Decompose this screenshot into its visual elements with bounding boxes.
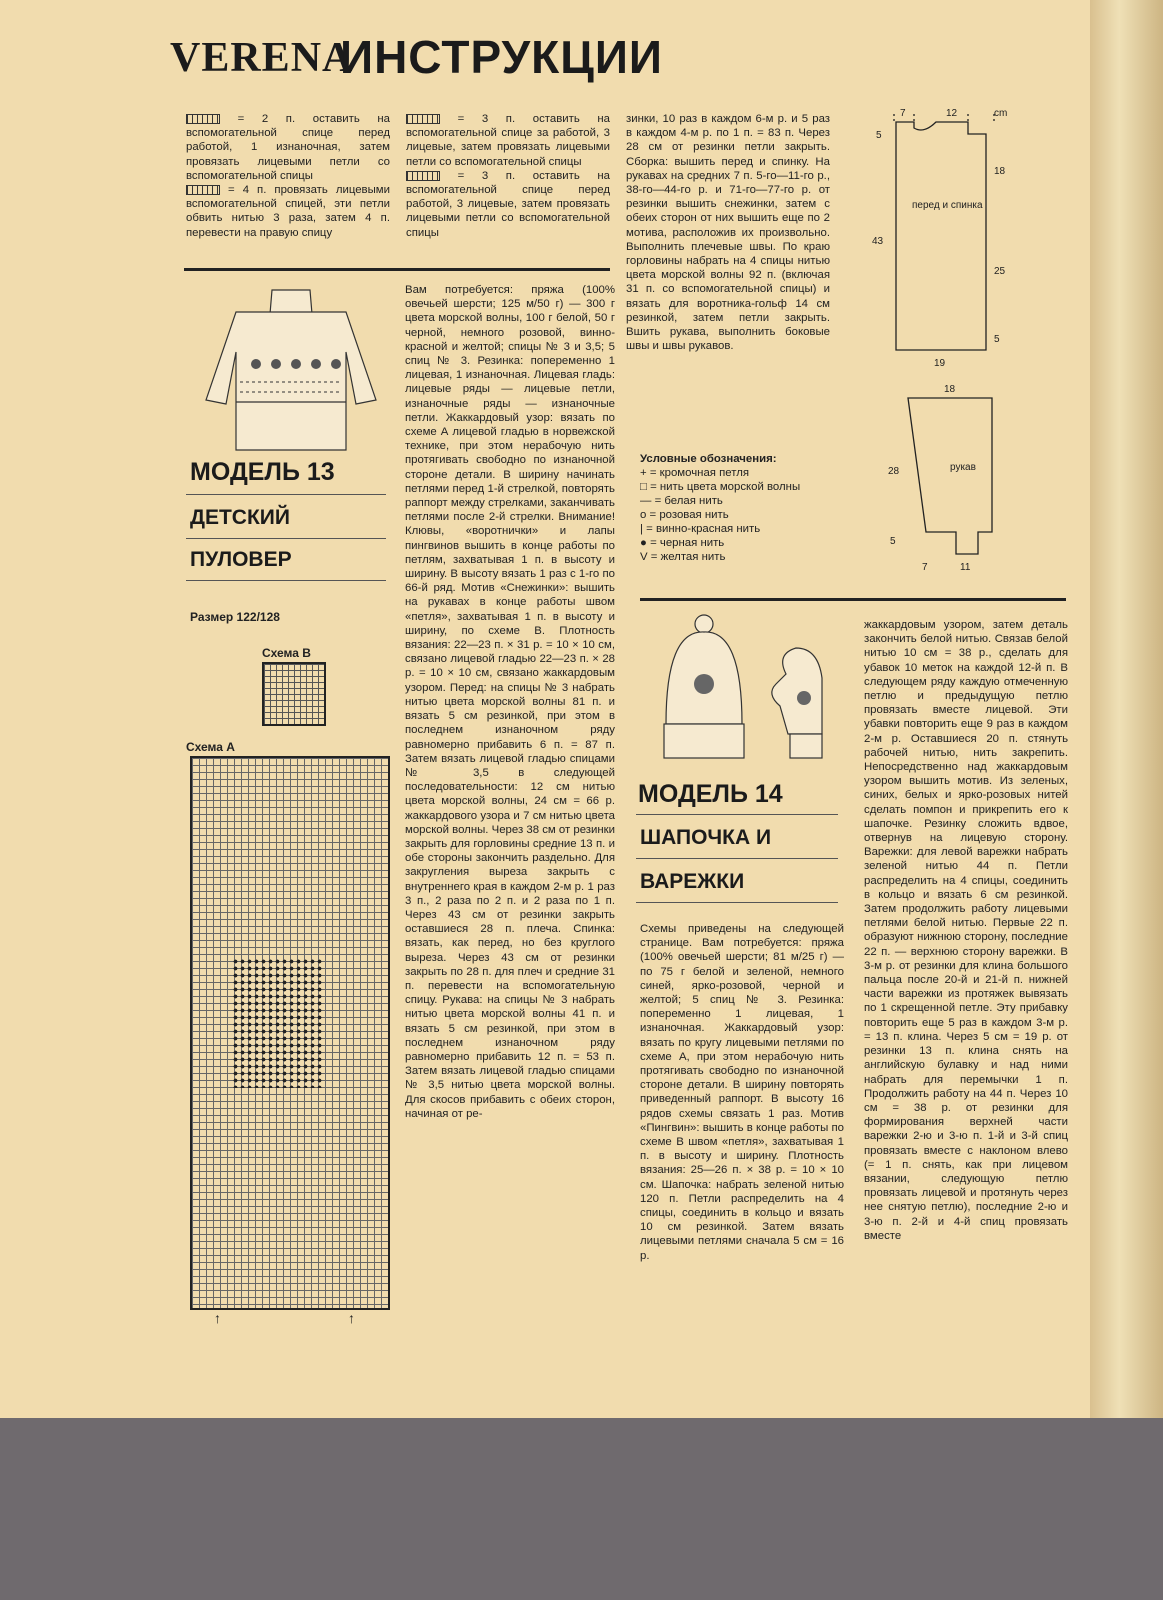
dim-rib: 5	[994, 334, 1000, 345]
note-2a: = 3 п. оставить на вспомогательной спице за работой, 3 лицевые, затем провязать лицевыми петли со вспомогательной спицы	[406, 113, 610, 168]
scheme-a-grid	[190, 756, 390, 1310]
dim-total-height: 43	[872, 236, 884, 247]
stitch-notes-col1	[186, 112, 390, 252]
heading-underline	[186, 580, 386, 581]
sleeve-label: рукав	[950, 462, 976, 473]
legend-item: o = розовая нить	[640, 509, 729, 521]
magazine-logo: VERENA	[170, 35, 354, 81]
cable-back-symbol-icon	[406, 114, 440, 124]
legend-item: + = кромочная петля	[640, 467, 750, 479]
dim-sleeve-top: 18	[944, 384, 956, 395]
legend	[640, 452, 800, 564]
dim-neck: 12	[946, 108, 958, 119]
model14-instructions: Схемы приведены на следующей странице. Вам потребуется: пряжа (100% овечьей шерсти; 81 м/25 г) — по 75 г белой и зеленой, немного синей, ярко-розовой, черной и желтой; 5 спиц № 3. Резинка: попеременно 1 лицевая, 1 изнаночная. Жаккардовый узор: вязать по кругу лицевыми петлями по схеме А, при этом нерабочую нить протягивать свободно по изнаночной стороне детали. В ширину повторять приведенный раппорт. В высоту 16 рядов схемы связать 1 раз. Мотив «Пингвин»: вышить в конце работы по схеме В швом «петля», захватывая 1 п. в высоту и ширину. Плотность вязания: 25—26 п. × 38 р. = 10 × 10 см. Шапочка: набрать зеленой нитью 120 п. Петли распределить на 4 спицы, соединить в кольцо и вязать 10 см резинкой. Затем вязать лицевыми петлями сначала 5 см = 16 р.	[640, 923, 844, 1262]
note-1a: = 2 п. оставить на вспомогательной спице перед работой, 1 изнаночная, затем провязать лицевыми петли со вспомогательной спицы	[186, 113, 390, 182]
legend-item: V = желтая нить	[640, 551, 726, 563]
scheme-b-label: Схема В	[262, 646, 311, 660]
heading-underline	[636, 858, 838, 859]
model13-line2: ПУЛОВЕР	[190, 548, 292, 571]
dim-unit-top: cm	[994, 108, 1008, 119]
model14-line2: ВАРЕЖКИ	[640, 870, 745, 893]
dim-sleeve-length: 28	[888, 466, 900, 477]
heading-underline	[636, 814, 838, 815]
front-back-label: перед и спинка	[912, 200, 983, 211]
model14-heading: МОДЕЛЬ 14	[638, 780, 783, 808]
section-divider	[184, 268, 610, 271]
dim-armhole: 18	[994, 166, 1006, 177]
note-2b: = 3 п. оставить на вспомогательной спице перед работой, 3 лицевые, затем провязать лицевыми петли со вспомогательной спицы	[406, 169, 610, 239]
start-arrow-icon: ↑	[214, 1310, 221, 1326]
model14-line1: ШАПОЧКА И	[640, 826, 772, 849]
model13-instructions: Вам потребуется: пряжа (100% овечьей шерсти; 125 м/50 г) — 300 г цвета морской волны, 100 г белой, 50 г черной, немного розовой, винно-красной и желтой; спицы № 3 и 3,5; 5 спиц № 3. Резинка: попеременно 1 лицевая, 1 изнаночная. Лицевая гладь: лицевые ряды — лицевые петли, изнаночные ряды — изнаночные петли. Жаккардовый узор: вязать по схеме А лицевой гладью в норвежской технике, при этом нерабочую нить протягивать свободно по изнаночной стороне детали. В ширину начинать петлями перед 1-й стрелкой, повторять раппорт между стрелками, заканчивать петлями после 2-й стрелки. Внимание! Клювы, «воротнички» и лапы пингвинов вышить в конце работы по петлям, захватывая 1 п. в высоту и ширину. В высоту вязать 1 раз с 1-го по 66-й ряд. Мотив «Снежинки»: вышить на рукавах в конце работы швом «петля», захватывая 1 п. в высоту и ширину, по схеме В. Плотность вязания: 22—23 п. × 31 р. = 10 × 10 см, связано лицевой гладью 22—23 п. × 28 р. = 10 × 10 см, связано жаккардовым узором. Перед: на спицы № 3 набрать нитью цвета морской волны 81 п. и вязать 5 см резинкой, при этом в последнем изнаночном ряду равномерно прибавить 6 п. = 87 п. Затем вязать лицевой гладью спицами № 3,5 в следующей последовательности: 12 см нитью цвета морской волны, 24 см = 66 р. жаккардового узора и 7 см нитью цвета морской волны. Через 38 см от резинки закрыть для горловины средние 13 п. и обе стороны закончить раздельно. Для закругления выреза закрыть с внутреннего края в каждом 2-м р. 1 раз 3 п., 2 раза по 2 п. и 2 раза по 1 п. Через 43 см от резинки закрыть оставшиеся 28 п. плеча. Спинка: вязать, как перед, но без круглого выреза. Через 43 см от резинки закрыть по 28 п. для плеч и средние 31 п. перевести на вспомогательную спицу. Рукава: на спицы № 3 набрать нитью цвета морской волны 41 п. и вязать 5 см резинкой, при этом в последнем изнаночном ряду равномерно прибавить 12 п. = 53 п. Затем вязать лицевой гладью спицами № 3,5 нитью цвета морской волны. Для скосов прибавить с обеих сторон, начиная от ре-	[405, 284, 615, 1120]
heading-underline	[186, 494, 386, 495]
legend-item: □ = нить цвета морской волны	[640, 481, 801, 493]
scheme-a-label: Схема А	[186, 740, 235, 754]
dim-width: 19	[934, 358, 946, 369]
dim-shoulder: 7	[900, 108, 906, 119]
legend-title: Условные обозначения:	[640, 453, 777, 465]
dim-cuff-a: 7	[922, 562, 928, 573]
sweater-illustration	[196, 282, 386, 454]
assembly-text: зинки, 10 раз в каждом 6-м р. и 5 раз в каждом 4-м р. по 1 п. = 83 п. Через 28 см от резинки петли закрыть. Сборка: вышить перед и спинку. На рукавах на средних 7 п. 5-го—11-го р., 38-го—44-го р. и 71-го—77-го р. от резинки вышить снежинки, затем с обеих сторон от них вышить еще по 2 мотива, расположив их произвольно. Выполнить плечевые швы. По краю горловины набрать на 4 спицы нитью цвета морской волны 92 п. (включая 31 п. со вспомогательной спицы) и вязать для воротника-гольф 14 см резинкой, затем петли закрыть. Вшить рукава, выполнить боковые швы и швы рукавов.	[626, 113, 830, 353]
dim-cuff-b: 11	[960, 562, 971, 573]
dim-cuff: 5	[890, 536, 896, 547]
model13-size: Размер 122/128	[190, 610, 280, 624]
page-spine	[1090, 0, 1163, 1418]
pattern-schematic	[866, 104, 1042, 588]
note-1b: = 4 п. провязать лицевыми вспомогательной спицей, эти петли обвить нитью 3 раза, затем 4 п. перевести на правую спицу	[186, 184, 390, 239]
cable-symbol-icon	[186, 114, 220, 124]
legend-item: — = белая нить	[640, 495, 723, 507]
legend-item: | = винно-красная нить	[640, 523, 761, 535]
wrap-symbol-icon	[186, 185, 220, 195]
dim-neck-depth: 5	[876, 130, 882, 141]
cable-front-symbol-icon	[406, 171, 440, 181]
heading-underline	[186, 538, 386, 539]
model13-heading: МОДЕЛЬ 13	[190, 458, 335, 486]
model13-line1: ДЕТСКИЙ	[190, 506, 290, 529]
end-arrow-icon: ↑	[348, 1310, 355, 1326]
heading-underline	[636, 902, 838, 903]
page-title: ИНСТРУКЦИИ	[340, 31, 663, 83]
penguin-motif	[232, 958, 322, 1088]
dim-body: 25	[994, 266, 1006, 277]
legend-item: ● = черная нить	[640, 537, 725, 549]
hat-mittens-illustration	[646, 614, 836, 766]
scheme-b-grid	[262, 662, 326, 726]
model14-instructions-cont: жаккардовым узором, затем деталь закончить белой нитью. Связав белой нитью 10 см = 38 р., сделать для убавок 10 меток на каждой 12-й п. В следующем ряду каждую отмеченную петлю и предыдущую петлю провязать вместе лицевой. Эти убавки повторить еще 9 раз в каждом 2-м р. Оставшиеся 20 п. стянуть рабочей нитью, нить закрепить. Непосредственно над жаккардовым узором вышить мотив. Из зеленых, синих, белых и ярко-розовых нитей сделать помпон и прикрепить его к шапочке. Резинку сложить вдвое, отвернув на лицевую сторону. Варежки: для левой варежки набрать зеленой нитью 44 п. Петли распределить на 4 спицы, соединить в кольцо и вязать 6 см резинкой. Затем продолжить работу лицевыми петлями белой нитью. Первые 22 п. образуют нижнюю сторону, последние 22 п. — верхнюю сторону варежки. В 3-м р. от резинки для клина большого пальца после 20-й и 21-й п. нижней части варежки из протяжек вывязать по 1 скрещенной петле. Эту прибавку повторить еще 5 раз в каждом 3-м р. = 13 п. клина. Через 5 см = 19 р. от резинки 13 п. клина снять на английскую булавку и над ними набрать для перемычки 1 п. Продолжить работу на 44 п. Через 10 см = 38 р. от резинки для формирования верхней части варежки 2-ю и 3-ю п. 1-й и 3-й спиц провязать вместе с наклоном влево (= 1 п. снять, как при лицевом вязании, следующую петлю провязать лицевой и протянуть через нее снятую петлю), последние 2-ю и 3-ю п. 2-й и 4-й спиц провязать вместе	[864, 619, 1068, 1242]
section-divider	[640, 598, 1066, 601]
stitch-notes-col2	[406, 112, 610, 252]
